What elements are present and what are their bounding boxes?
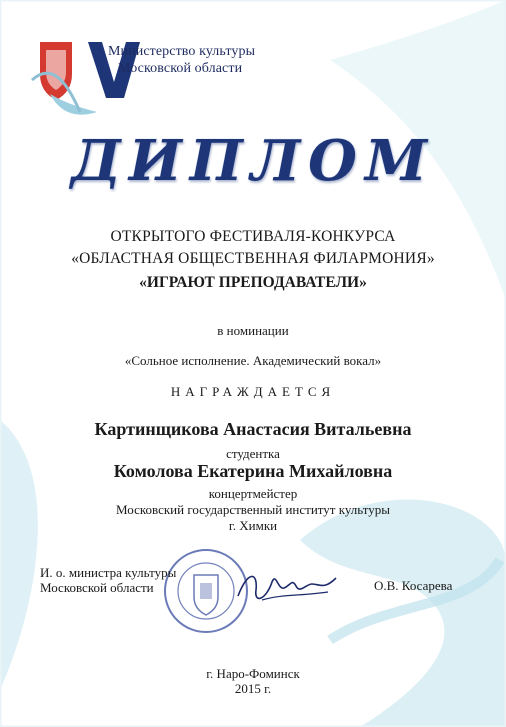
handwritten-signature-icon <box>232 560 342 610</box>
recipient-name: Картинщикова Анастасия Витальевна <box>94 419 412 439</box>
ministry-name-line1: Министерство культуры <box>108 44 256 59</box>
awarded-heading: НАГРАЖДАЕТСЯ <box>170 384 336 399</box>
accompanist-role: концертмейстер <box>208 486 298 501</box>
nomination-name: «Сольное исполнение. Академический вокал» <box>124 353 382 368</box>
festival-line2: «ОБЛАСТНАЯ ОБЩЕСТВЕННАЯ ФИЛАРМОНИЯ» <box>71 250 435 267</box>
institution-city: г. Химки <box>228 518 278 533</box>
signer-position-line1: И. о. министра культуры <box>40 565 177 580</box>
festival-line1: ОТКРЫТОГО ФЕСТИВАЛЯ-КОНКУРСА <box>110 228 396 245</box>
footer-year: 2015 г. <box>234 681 272 696</box>
footer-place: г. Наро-Фоминск <box>206 666 300 681</box>
signer-name: О.В. Косарева <box>374 578 453 593</box>
nomination-intro: в номинации <box>217 323 289 338</box>
ministry-name-line2: Московской области <box>118 61 243 76</box>
diploma-title: ДИПЛОМ <box>71 128 435 194</box>
recipient-role: студентка <box>226 446 280 461</box>
accompanist-name: Комолова Екатерина Михайловна <box>113 461 393 481</box>
festival-line3: «ИГРАЮТ ПРЕПОДАВАТЕЛИ» <box>139 274 367 291</box>
institution-name: Московский государственный институт культуры <box>116 502 390 517</box>
signer-position-line2: Московской области <box>40 580 154 595</box>
